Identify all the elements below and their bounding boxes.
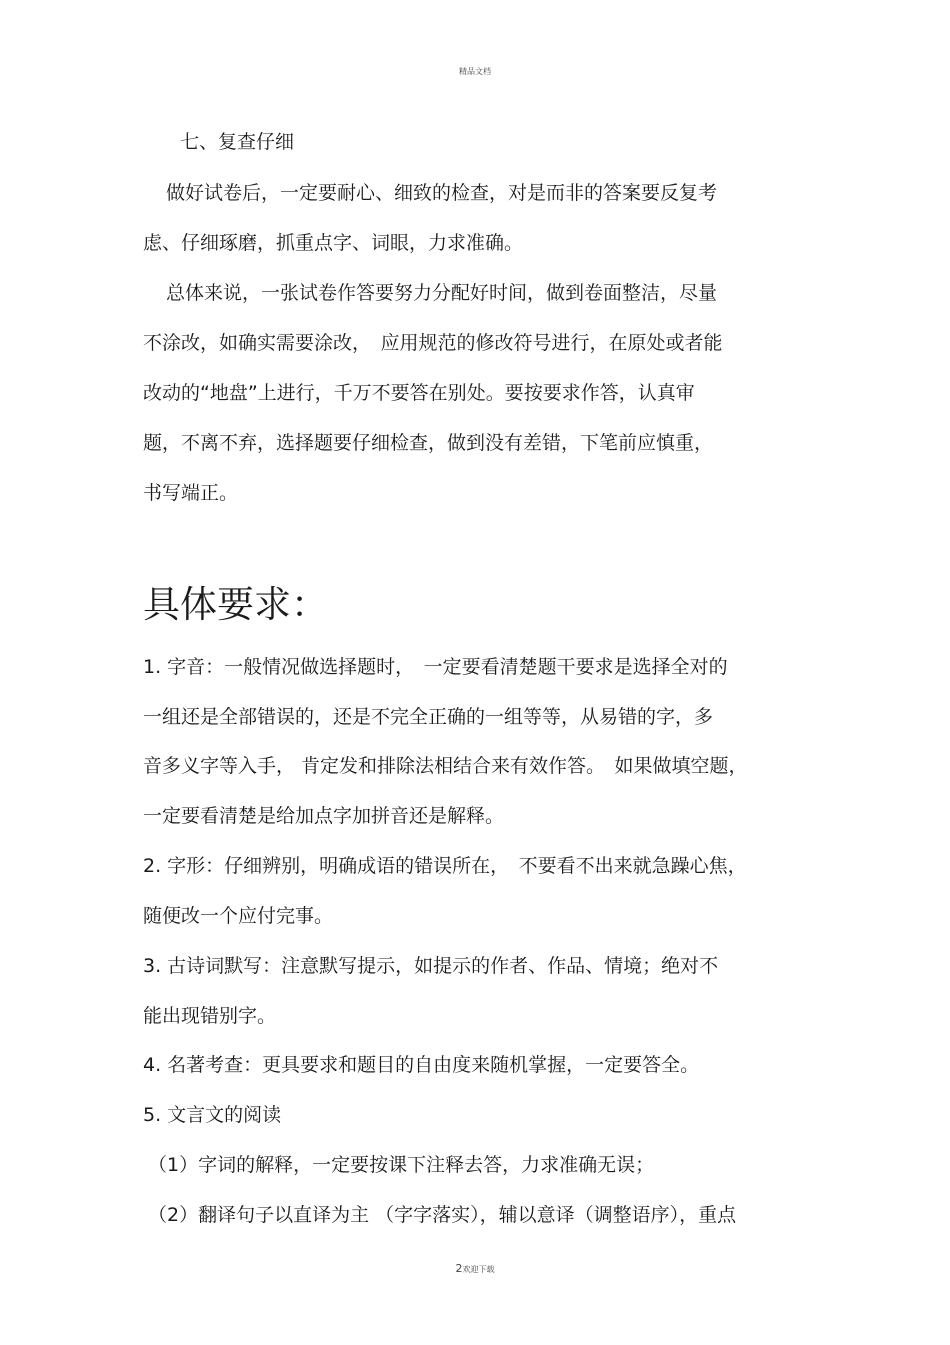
page-number: 2 xyxy=(455,1262,463,1275)
requirement-line: （2）翻译句子以直译为主 （字字落实），辅以意译（调整语序），重点 xyxy=(148,1204,737,1226)
requirement-line: 音多义字等入手， 肯定发和排除法相结合来有效作答。 如果做填空题， xyxy=(143,755,748,777)
requirement-line: 2. 字形：仔细辨别，明确成语的错误所在， 不要看不出来就急躁心焦， xyxy=(143,855,747,877)
paragraph-line: 总体来说，一张试卷作答要努力分配好时间，做到卷面整洁，尽量 xyxy=(166,282,718,304)
requirement-line: 一定要看清楚是给加点字加拼音还是解释。 xyxy=(143,805,505,827)
paragraph-line: 改动的“地盘”上进行，千万不要答在别处。要按要求作答，认真审 xyxy=(143,382,695,404)
requirement-line: 3. 古诗词默写：注意默写提示，如提示的作者、作品、情境；绝对不 xyxy=(143,955,719,977)
paragraph-line: 题，不离不弃，选择题要仔细检查，做到没有差错，下笔前应慎重， xyxy=(143,432,714,454)
requirements-heading: 具体要求： xyxy=(143,583,328,626)
section-title: 七、复查仔细 xyxy=(180,131,295,153)
paragraph-line: 虑、仔细琢磨，抓重点字、词眼，力求准确。 xyxy=(143,232,524,254)
page-header: 精品文档 xyxy=(459,67,491,76)
paragraph-line: 书写端正。 xyxy=(143,482,239,504)
requirement-line: （1）字词的解释，一定要按课下注释去答，力求准确无误； xyxy=(148,1154,655,1176)
footer-text: 欢迎下载 xyxy=(462,1265,495,1274)
requirement-line: 能出现错别字。 xyxy=(143,1005,277,1027)
requirement-line: 随便改一个应付完事。 xyxy=(143,905,334,927)
requirement-line: 1. 字音：一般情况做选择题时， 一定要看清楚题干要求是选择全对的 xyxy=(143,656,728,678)
requirement-line: 4. 名著考查：更具要求和题目的自由度来随机掌握，一定要答全。 xyxy=(143,1054,700,1076)
paragraph-line: 做好试卷后，一定要耐心、细致的检查，对是而非的答案要反复考 xyxy=(166,182,718,204)
requirement-line: 5. 文言文的阅读 xyxy=(143,1104,282,1126)
page-footer xyxy=(0,1262,950,1275)
requirement-line: 一组还是全部错误的，还是不完全正确的一组等等，从易错的字，多 xyxy=(143,706,714,728)
paragraph-line: 不涂改，如确实需要涂改， 应用规范的修改符号进行，在原处或者能 xyxy=(143,332,723,354)
